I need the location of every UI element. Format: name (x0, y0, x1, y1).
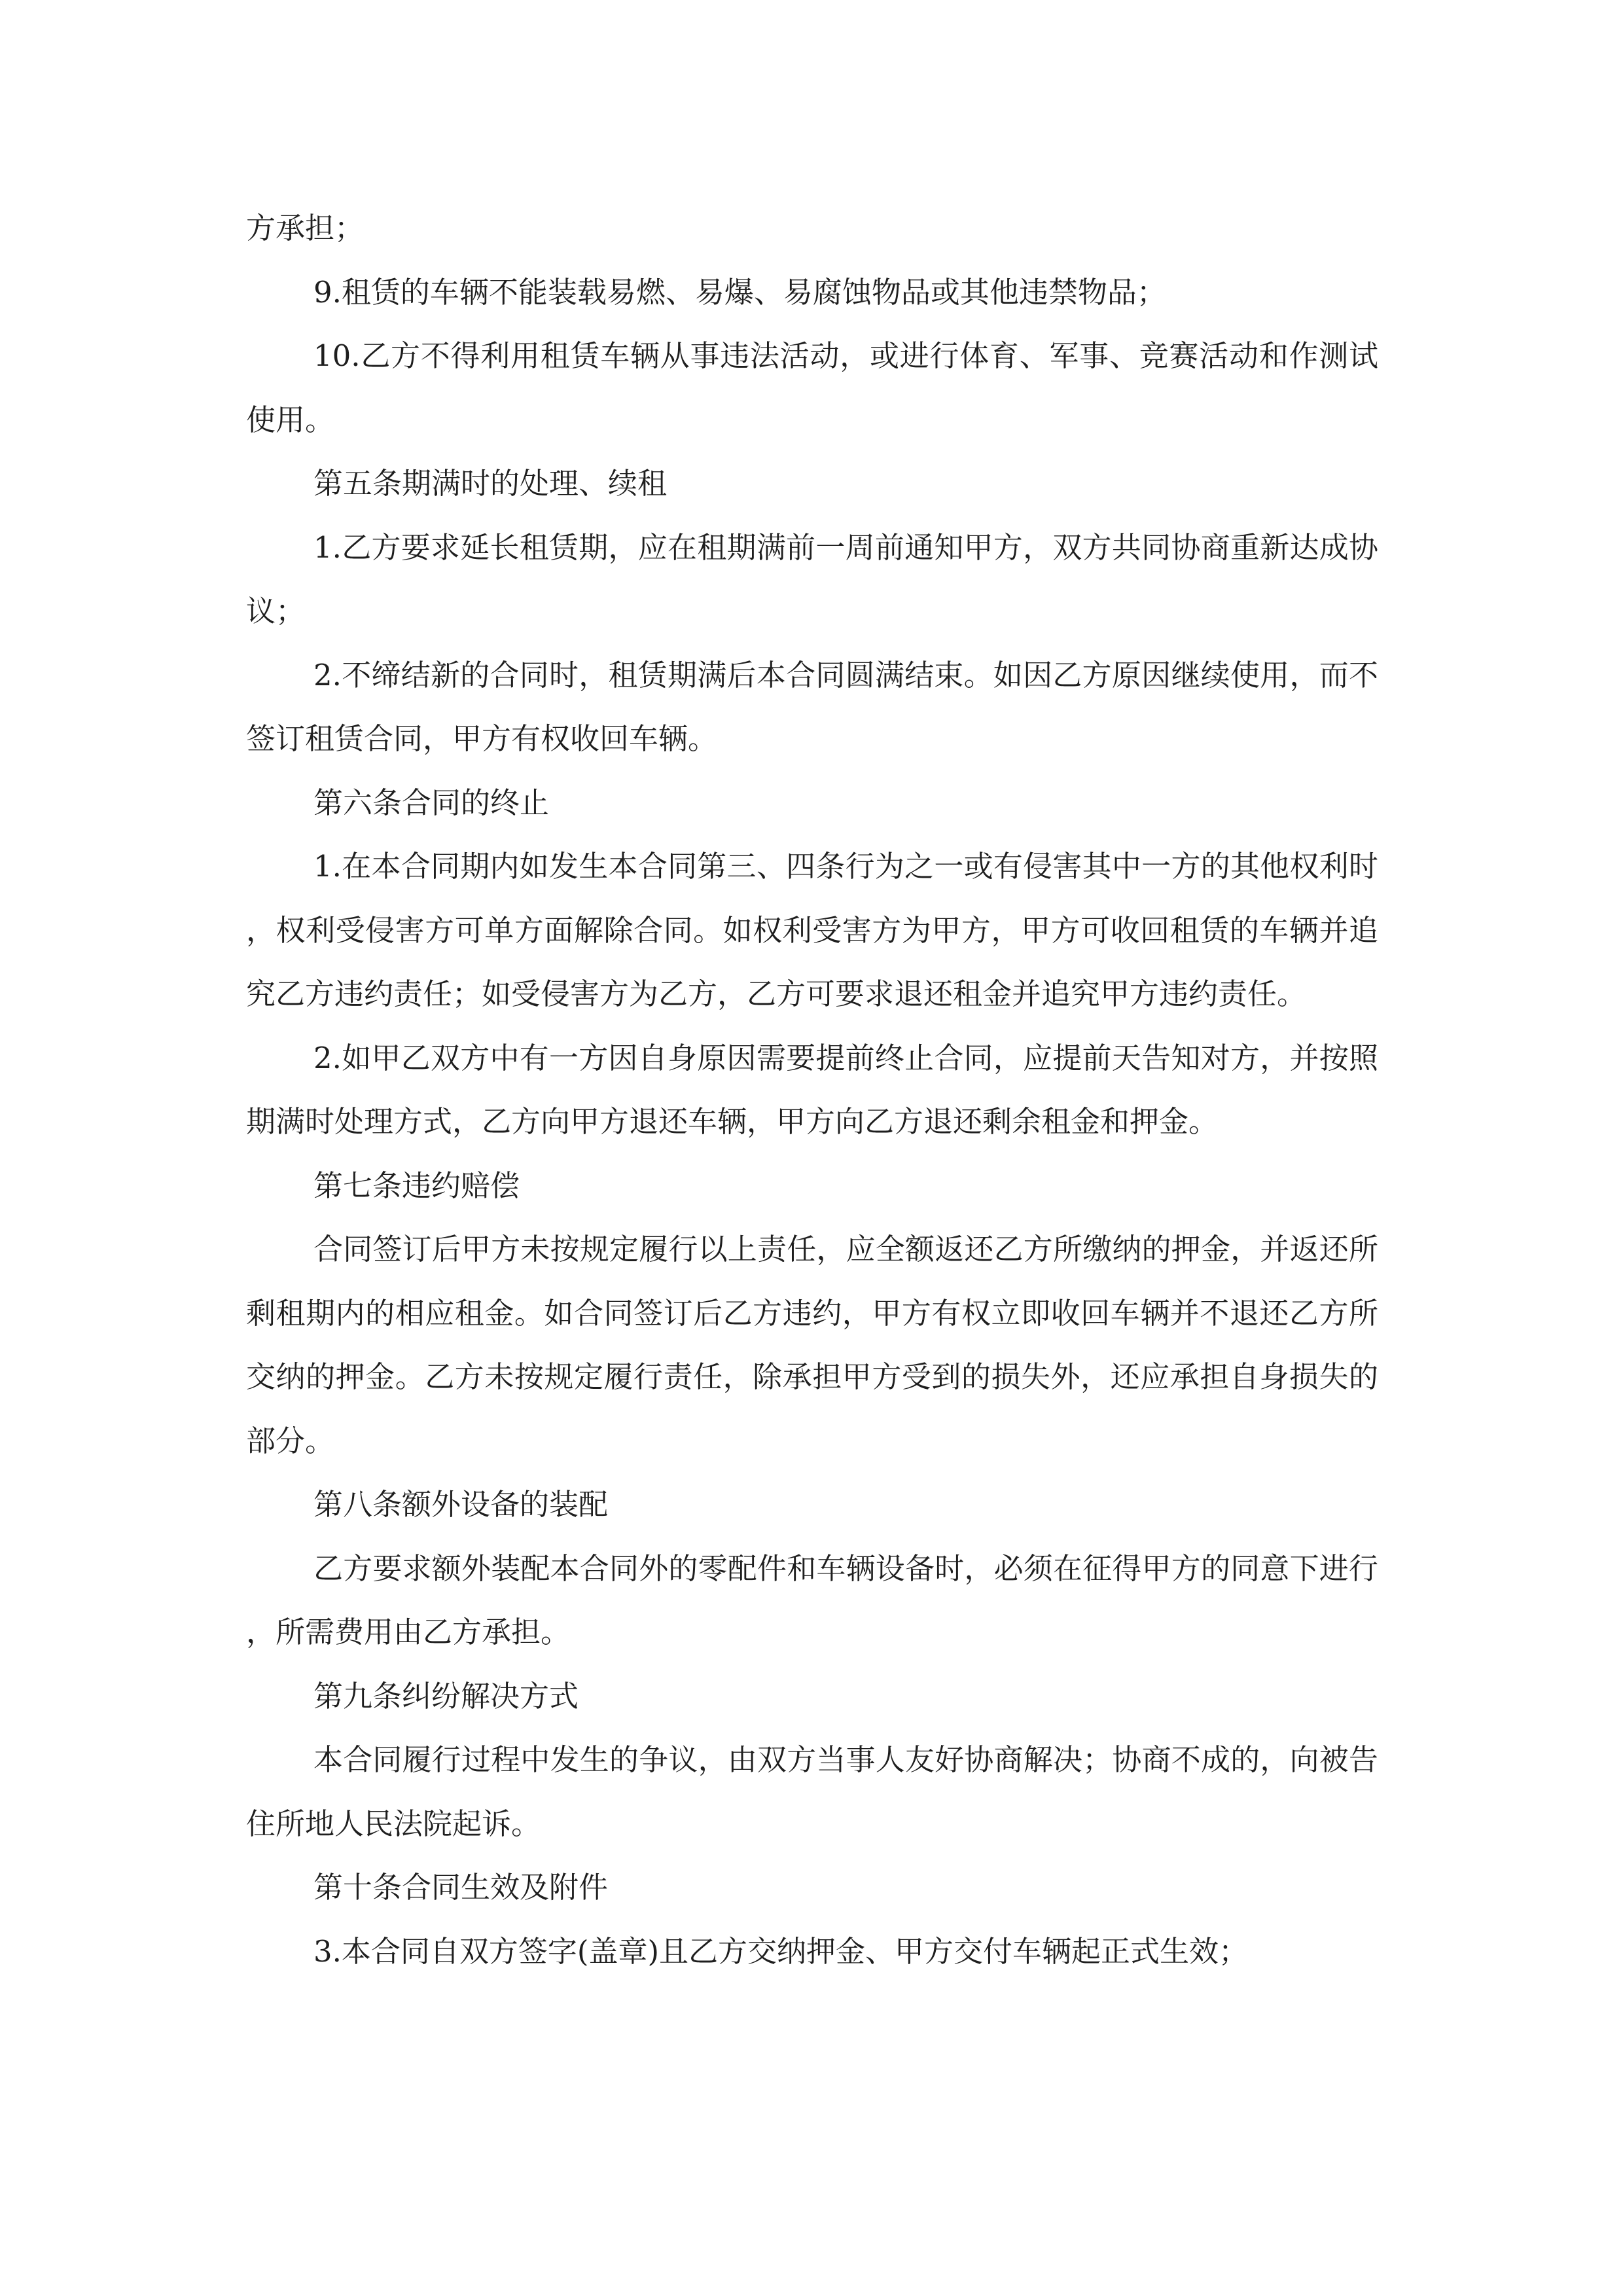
document-body (246, 196, 1378, 1983)
section-heading-article-6: 第六条合同的终止 (313, 785, 550, 820)
paragraph-continuation: 方承担； (246, 211, 365, 245)
paragraph-clause-9: 9.租赁的车辆不能装载易燃、易爆、易腐蚀物品或其他违禁物品； (313, 274, 1166, 310)
section-heading-article-8: 第八条额外设备的装配 (313, 1487, 609, 1522)
paragraph-clause-10: 10.乙方不得利用租赁车辆从事违法活动，或进行体育、军事、竞赛活动和作测试使用。 (246, 338, 1378, 437)
section-heading-article-5: 第五条期满时的处理、续租 (313, 466, 668, 501)
section-heading-article-7: 第七条违约赔偿 (313, 1168, 520, 1203)
paragraph-article-6-clause-2: 2.如甲乙双方中有一方因自身原因需要提前终止合同，应提前天告知对方，并按照期满时处理方式，乙方向甲方退还车辆，甲方向乙方退还剩余租金和押金。 (246, 1040, 1378, 1139)
paragraph-article-9-body: 本合同履行过程中发生的争议，由双方当事人友好协商解决；协商不成的，向被告住所地人民法院起诉。 (246, 1742, 1378, 1841)
section-heading-article-10: 第十条合同生效及附件 (313, 1870, 609, 1905)
paragraph-article-6-clause-1: 1.在本合同期内如发生本合同第三、四条行为之一或有侵害其中一方的其他权利时，权利受侵害方可单方面解除合同。如权利受害方为甲方，甲方可收回租赁的车辆并追究乙方违约责任；如受侵害方为乙方，乙方可要求退还租金并追究甲方违约责任。 (246, 849, 1378, 1011)
paragraph-article-10-clause-3: 3.本合同自双方签字(盖章)且乙方交纳押金、甲方交付车辆起正式生效； (313, 1933, 1249, 1969)
section-heading-article-9: 第九条纠纷解决方式 (313, 1678, 579, 1713)
paragraph-article-5-clause-2: 2.不缔结新的合同时，租赁期满后本合同圆满结束。如因乙方原因继续使用，而不签订租赁合同，甲方有权收回车辆。 (246, 657, 1378, 756)
paragraph-article-5-clause-1: 1.乙方要求延长租赁期，应在租期满前一周前通知甲方，双方共同协商重新达成协议； (246, 529, 1378, 628)
paragraph-article-8-body: 乙方要求额外装配本合同外的零配件和车辆设备时，必须在征得甲方的同意下进行，所需费用由乙方承担。 (246, 1551, 1378, 1649)
paragraph-article-7-body: 合同签订后甲方未按规定履行以上责任，应全额返还乙方所缴纳的押金，并返还所剩租期内的相应租金。如合同签订后乙方违约，甲方有权立即收回车辆并不退还乙方所交纳的押金。乙方未按规定履行责任，除承担甲方受到的损失外，还应承担自身损失的部分。 (246, 1232, 1378, 1458)
